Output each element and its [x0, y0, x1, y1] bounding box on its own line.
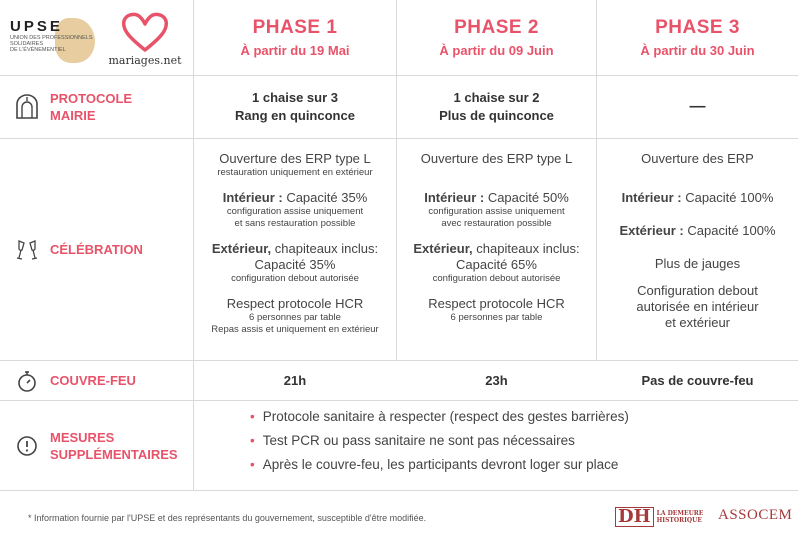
upse-sub2: SOLIDAIRES: [10, 41, 44, 47]
c-p1-ext-bold: Extérieur,: [211, 241, 272, 256]
c-p2-int-note2: avec restauration possible: [441, 218, 552, 229]
mesures-list: [250, 405, 629, 477]
c-p1-int-note2: et sans restauration possible: [234, 218, 356, 229]
row-label-mairie: [10, 76, 132, 138]
dh-monogram: DH: [615, 507, 654, 527]
c-p2-hcr-note1: 6 personnes par table: [450, 312, 543, 323]
celebration-label: CÉLÉBRATION: [50, 242, 143, 257]
celebration-phase-1: [194, 139, 396, 360]
mairie-p2-line2: Plus de quinconce: [439, 108, 554, 123]
bullet-dot: •: [250, 409, 255, 424]
mesure-1: Protocole sanitaire à respecter (respect des gestes barrières): [262, 409, 629, 424]
mairie-p3-dash: —: [689, 98, 706, 115]
phase-3-header: [597, 0, 798, 75]
row-label-couvrefeu: [10, 361, 136, 400]
phase-2-date: À partir du 09 Juin: [439, 43, 554, 58]
upse-name: UPSE: [10, 18, 63, 35]
couvrefeu-phase-2: [397, 361, 596, 400]
demeure-historique-logo: [615, 507, 703, 527]
c-p1-int-bold: Intérieur :: [222, 190, 283, 205]
c-p3-config1: Configuration debout: [637, 283, 758, 298]
phase-3-date: À partir du 30 Juin: [640, 43, 755, 58]
mesure-3: Après le couvre-feu, les participants devront loger sur place: [262, 457, 619, 472]
c-p2-int-bold: Intérieur :: [424, 190, 485, 205]
c-p2-int-text: Capacité 50%: [484, 190, 569, 205]
mesures-label-2: SUPPLÉMENTAIRES: [50, 446, 178, 462]
couvrefeu-label: COUVRE-FEU: [50, 373, 136, 388]
c-p3-erp: Ouverture des ERP: [641, 151, 754, 166]
c-p1-erp: Ouverture des ERP type L: [219, 151, 371, 166]
mairie-label-2: MAIRIE: [50, 108, 96, 123]
phase-1-date: À partir du 19 Mai: [240, 43, 350, 58]
mairie-phase-1: [194, 76, 396, 138]
c-p3-int-text: Capacité 100%: [681, 190, 774, 205]
c-p1-hcr-note2: Repas assis et uniquement en extérieur: [211, 324, 379, 335]
c-p1-int-note1: configuration assise uniquement: [226, 206, 364, 217]
dh-line1: LA DEMEURE: [656, 510, 704, 517]
c-p3-config3: et extérieur: [664, 315, 731, 330]
mairie-label-1: PROTOCOLE: [50, 91, 133, 106]
c-p2-ext-cap: Capacité 65%: [456, 257, 537, 272]
upse-sub1: UNION DES PROFESSIONNELS: [10, 35, 93, 41]
couvrefeu-phase-3: [597, 361, 798, 400]
assocem-logo: ASSOCEM: [718, 507, 793, 523]
mairie-phase-2: [397, 76, 596, 138]
c-p2-erp: Ouverture des ERP type L: [420, 151, 573, 166]
list-item: [250, 429, 629, 453]
c-p1-hcr: Respect protocole HCR: [226, 296, 364, 311]
mariages-logo: [105, 10, 185, 70]
bullet-dot: •: [250, 433, 255, 448]
mariages-brand: mariages.net: [108, 54, 182, 67]
c-p1-erp-note: restauration uniquement en extérieur: [217, 167, 373, 178]
mesure-2: Test PCR ou pass sanitaire ne sont pas nécessaires: [262, 433, 575, 448]
c-p1-ext-note: configuration debout autorisée: [231, 273, 359, 284]
c-p2-ext-text: chapiteaux inclus:: [472, 241, 580, 256]
mesures-label-1: MESURES: [50, 429, 115, 445]
mairie-phase-3: [597, 76, 798, 138]
phase-2-title: PHASE 2: [454, 17, 539, 38]
c-p1-ext-cap: Capacité 35%: [254, 257, 336, 272]
list-item: [250, 453, 629, 477]
bullet-dot: •: [250, 457, 255, 472]
couvrefeu-p1: 21h: [283, 372, 307, 388]
c-p3-ext-bold: Extérieur :: [619, 223, 684, 238]
c-p2-ext-bold: Extérieur,: [413, 241, 473, 256]
footnote: * Information fournie par l'UPSE et des représentants du gouvernement, susceptible d'être modifiée.: [28, 513, 427, 523]
celebration-phase-2: [397, 139, 596, 360]
phase-1-header: [194, 0, 396, 75]
phase-2-header: [397, 0, 596, 75]
heart-icon: [120, 10, 170, 52]
c-p2-ext-note: configuration debout autorisée: [432, 273, 561, 284]
mairie-p2-line1: 1 chaise sur 2: [453, 90, 540, 105]
c-p1-ext-text: chapiteaux inclus:: [271, 241, 379, 256]
upse-logo: [10, 18, 100, 68]
c-p2-int-note1: configuration assise uniquement: [428, 206, 565, 217]
c-p3-int-bold: Intérieur :: [621, 190, 682, 205]
champagne-glasses-icon: [10, 238, 44, 262]
mairie-p1-line2: Rang en quinconce: [235, 108, 355, 123]
c-p3-ext-text: Capacité 100%: [683, 223, 776, 238]
c-p2-hcr: Respect protocole HCR: [428, 296, 565, 311]
town-hall-icon: [10, 94, 44, 120]
couvrefeu-p3: Pas de couvre-feu: [641, 372, 754, 388]
c-p3-config2: autorisée en intérieur: [636, 299, 759, 314]
phase-1-title: PHASE 1: [252, 17, 338, 38]
stopwatch-icon: [10, 369, 44, 393]
dh-line2: HISTORIQUE: [656, 517, 702, 524]
phase-3-title: PHASE 3: [655, 17, 740, 38]
c-p1-hcr-note1: 6 personnes par table: [249, 312, 341, 323]
couvrefeu-phase-1: [194, 361, 396, 400]
c-p3-jauges: Plus de jauges: [654, 256, 741, 271]
celebration-phase-3: [597, 139, 798, 360]
couvrefeu-p2: 23h: [485, 372, 508, 388]
mairie-p1-line1: 1 chaise sur 3: [252, 90, 338, 105]
row-label-celebration: [10, 139, 143, 360]
upse-sub3: DE L'ÉVÉNEMENTIEL: [10, 47, 66, 53]
c-p1-int-text: Capacité 35%: [282, 190, 368, 205]
row-label-mesures: [10, 401, 178, 490]
list-item: [250, 405, 629, 429]
alert-icon: [10, 434, 44, 458]
